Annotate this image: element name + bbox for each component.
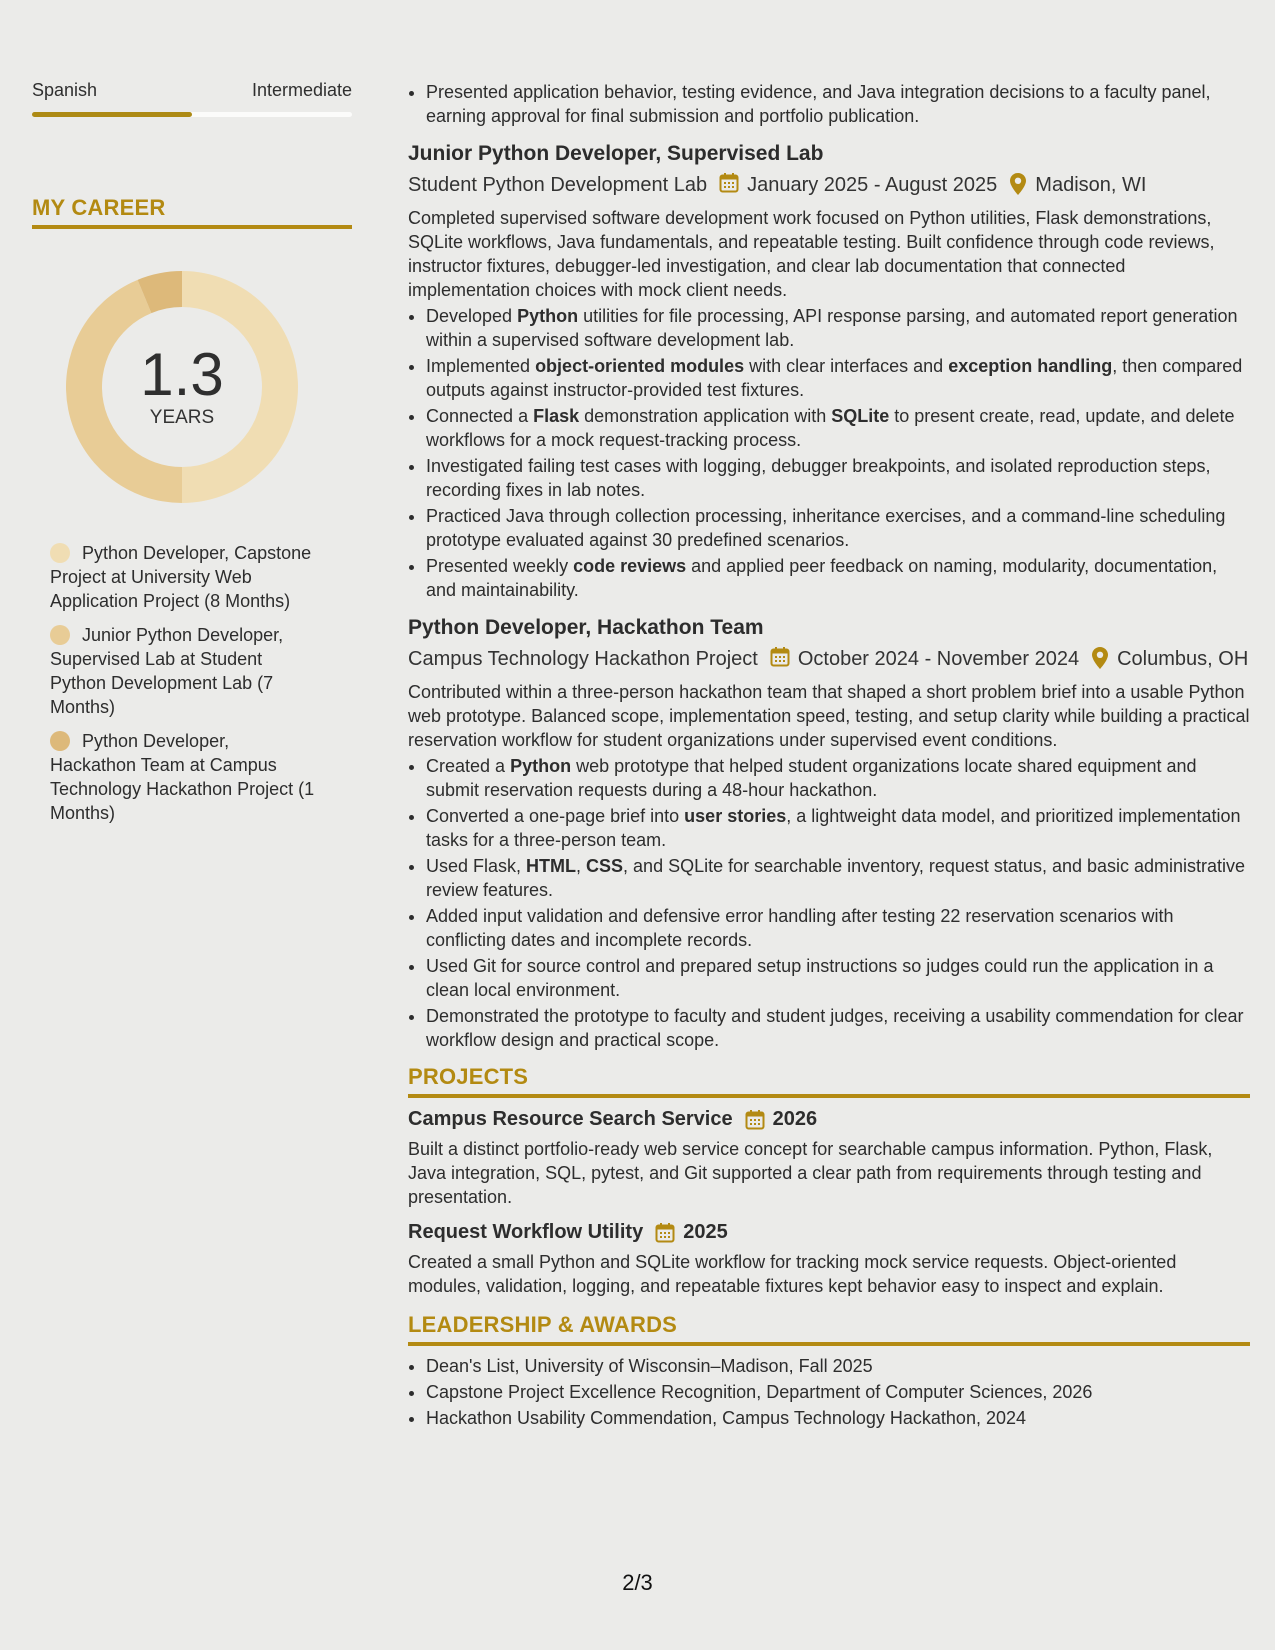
bullet-item: • Demonstrated the prototype to faculty and student judges, receiving a usability commendation for clear workflow design and practical scope. (426, 1004, 1250, 1052)
bullet-item: • Developed Python utilities for file processing, API response parsing, and automated report generation within a supervised software development lab. (426, 304, 1250, 352)
career-legend (50, 541, 318, 825)
bullet-item: • Used Git for source control and prepared setup instructions so judges could run the application in a clean local environment. (426, 954, 1250, 1002)
sidebar (32, 80, 352, 835)
job-title: Python Developer, Hackathon Team (408, 616, 764, 639)
page-number: 2/3 (622, 1570, 653, 1595)
career-legend-label: Python Developer, Hackathon Team at Campus Technology Hackathon Project (1 Months) (50, 731, 315, 823)
language-level: Intermediate (251, 80, 352, 100)
bullet-item: • Capstone Project Excellence Recognition, Department of Computer Sciences, 2026 (426, 1380, 1250, 1404)
projects-list (408, 1108, 1250, 1298)
legend-dot-icon (50, 543, 70, 563)
awards-section-title: LEADERSHIP & AWARDS (408, 1312, 1250, 1346)
language-skill (32, 80, 352, 117)
project-name: Campus Resource Search Service (408, 1108, 733, 1130)
legend-dot-icon (50, 731, 70, 751)
job-location: Columbus, OH (1117, 648, 1249, 670)
legend-dot-icon (50, 625, 70, 645)
project-year: 2026 (772, 1108, 818, 1130)
map-pin-icon (1091, 646, 1109, 670)
job-description: Completed supervised software development work focused on Python utilities, Flask demonstrations, SQLite workflows, Java fundamentals, and repeatable testing. Built confidence through code reviews, instructor fixtures, debugger-led investigation, and clear lab documentation that connected implementation choices with mock client needs. (408, 208, 1215, 300)
career-total-years: 1.3 (140, 341, 224, 408)
bullet-item: • Dean's List, University of Wisconsin–Madison, Fall 2025 (426, 1354, 1250, 1378)
calendar-icon (719, 172, 739, 194)
experience-list (408, 142, 1250, 1052)
career-legend-item (50, 729, 318, 825)
job-company: Campus Technology Hackathon Project (408, 648, 758, 670)
continued-bullets (408, 80, 1250, 128)
job-meta (408, 646, 1250, 672)
career-legend-item (50, 623, 318, 719)
project-description: Created a small Python and SQLite workflow for tracking mock service requests. Object-oriented modules, validation, logging, and repeatable fixtures kept behavior easy to inspect and explain. (408, 1252, 1177, 1296)
calendar-icon (655, 1222, 675, 1244)
project-year: 2025 (683, 1221, 728, 1243)
language-level-bar (32, 112, 352, 117)
job-description: Contributed within a three-person hackathon team that shaped a short problem brief into a usable Python web prototype. Balanced scope, implementation speed, testing, and setup clarity while building a practical reservation workflow for student organizations under supervised event conditions. (408, 682, 1250, 750)
bullet-item: • Added input validation and defensive error handling after testing 22 reservation scenarios with conflicting dates and incomplete records. (426, 904, 1250, 952)
job-entry (408, 142, 1250, 602)
career-section-title: MY CAREER (32, 195, 352, 229)
language-name: Spanish (32, 80, 98, 100)
calendar-icon (745, 1109, 765, 1131)
awards-list (408, 1354, 1250, 1430)
job-location: Madison, WI (1035, 174, 1147, 196)
bullet-item: • Presented weekly code reviews and applied peer feedback on naming, modularity, documentation, and maintainability. (426, 554, 1250, 602)
career-donut-chart (66, 271, 298, 503)
projects-section-title: PROJECTS (408, 1064, 1250, 1098)
career-legend-label: Junior Python Developer, Supervised Lab at Student Python Development Lab (7 Months) (50, 625, 284, 717)
language-level-fill (32, 112, 192, 117)
job-bullets (408, 754, 1250, 1052)
career-legend-item (50, 541, 318, 613)
project-entry (408, 1108, 1250, 1209)
project-name: Request Workflow Utility (408, 1221, 644, 1243)
bullet-item: • Presented application behavior, testing evidence, and Java integration decisions to a faculty panel, earning approval for final submission and portfolio publication. (426, 80, 1250, 128)
job-title: Junior Python Developer, Supervised Lab (408, 142, 824, 165)
job-company: Student Python Development Lab (408, 174, 708, 196)
career-total-unit: YEARS (149, 407, 215, 428)
bullet-item: • Created a Python web prototype that helped student organizations locate shared equipment and submit reservation requests during a 48-hour hackathon. (426, 754, 1250, 802)
job-meta (408, 172, 1250, 198)
job-entry (408, 616, 1250, 1052)
bullet-item: • Connected a Flask demonstration application with SQLite to present create, read, update, and delete workflows for a mock request-tracking process. (426, 404, 1250, 452)
bullet-item: • Implemented object-oriented modules with clear interfaces and exception handling, then compared outputs against instructor-provided test fixtures. (426, 354, 1250, 402)
job-dates: January 2025 - August 2025 (747, 174, 998, 196)
main-content (408, 80, 1250, 1432)
bullet-item: • Practiced Java through collection processing, inheritance exercises, and a command-line scheduling prototype evaluated against 30 predefined scenarios. (426, 504, 1250, 552)
calendar-icon (770, 646, 790, 668)
map-pin-icon (1009, 172, 1027, 196)
project-description: Built a distinct portfolio-ready web service concept for searchable campus information. Python, Flask, Java integration, SQL, pytest, and Git supported a clear path from requirements through testing and presentation. (408, 1139, 1213, 1207)
bullet-item: • Hackathon Usability Commendation, Campus Technology Hackathon, 2024 (426, 1406, 1250, 1430)
bullet-item: • Converted a one-page brief into user stories, a lightweight data model, and prioritized implementation tasks for a three-person team. (426, 804, 1250, 852)
job-bullets (408, 304, 1250, 602)
project-entry (408, 1221, 1250, 1298)
bullet-item: • Used Flask, HTML, CSS, and SQLite for searchable inventory, request status, and basic administrative review features. (426, 854, 1250, 902)
job-dates: October 2024 - November 2024 (797, 648, 1080, 670)
career-legend-label: Python Developer, Capstone Project at University Web Application Project (8 Months) (50, 543, 312, 611)
bullet-item: • Investigated failing test cases with logging, debugger breakpoints, and isolated reproduction steps, recording fixes in lab notes. (426, 454, 1250, 502)
